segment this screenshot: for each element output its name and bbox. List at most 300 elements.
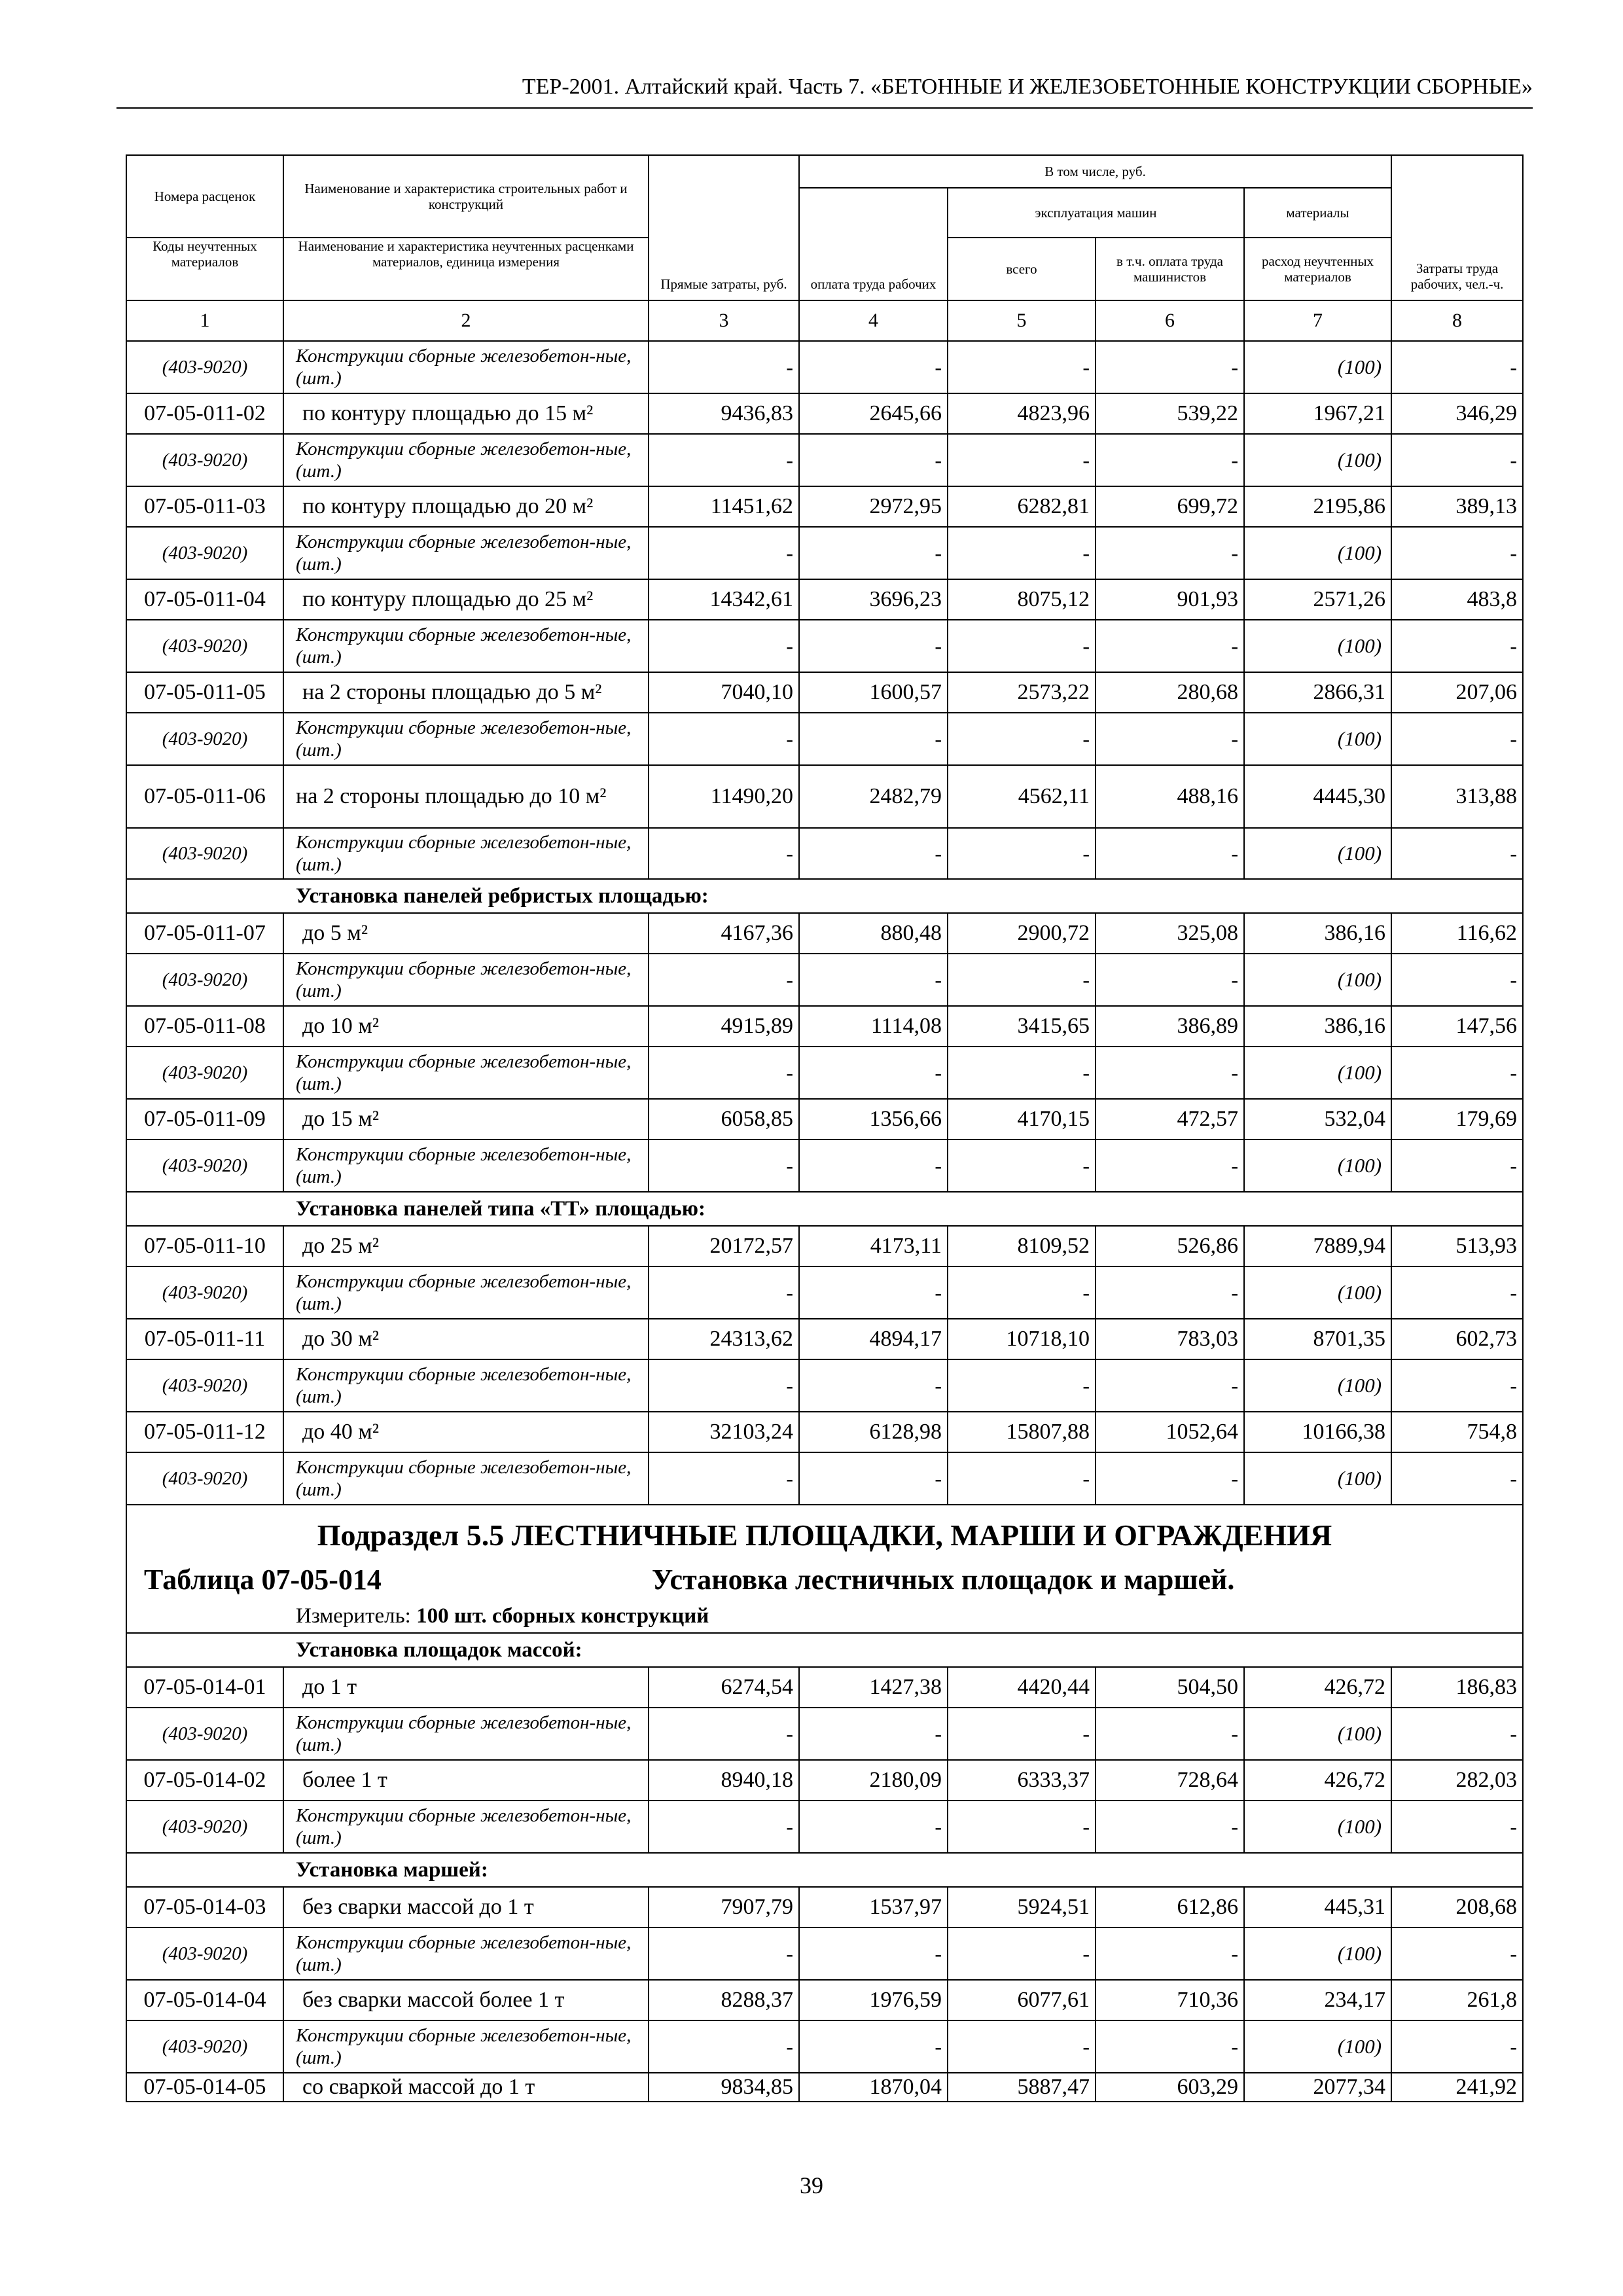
dash-value: - <box>799 1801 948 1853</box>
rate-code: 07-05-011-04 <box>126 579 283 620</box>
material-name: Конструкции сборные железобетон-ные, (шт.) <box>283 713 649 765</box>
material-name: Конструкции сборные железобетон-ные, (шт.) <box>283 341 649 393</box>
subsection-title-row <box>126 1505 1523 1556</box>
materials-cost: 426,72 <box>1244 1760 1391 1801</box>
dash-value: - <box>1391 341 1523 393</box>
machines-total: 4420,44 <box>948 1667 1096 1708</box>
dash-value: - <box>799 1928 948 1980</box>
materials-cost: 2866,31 <box>1244 672 1391 713</box>
price-table <box>126 154 1524 2102</box>
table-label: Таблица 07-05-014 <box>144 1564 382 1596</box>
dash-value: - <box>1096 954 1244 1006</box>
dash-value: - <box>948 527 1096 579</box>
material-name: Конструкции сборные железобетон-ные, (шт.) <box>283 828 649 879</box>
material-name: Конструкции сборные железобетон-ные, (шт.) <box>283 620 649 672</box>
dash-value: - <box>1096 1928 1244 1980</box>
rate-row <box>126 486 1523 527</box>
direct-cost: 20172,57 <box>649 1226 799 1266</box>
material-row <box>126 1452 1523 1505</box>
section-heading: Установка площадок массой: <box>126 1633 1523 1667</box>
dash-value: - <box>649 341 799 393</box>
measure-label: Измеритель: <box>296 1604 411 1628</box>
rate-code: 07-05-014-05 <box>126 2073 283 2102</box>
dash-value: - <box>1391 828 1523 879</box>
dash-value: - <box>649 434 799 486</box>
material-row <box>126 1801 1523 1853</box>
machinists-pay: 783,03 <box>1096 1319 1244 1359</box>
machinists-pay: 699,72 <box>1096 486 1244 527</box>
rate-name: на 2 стороны площадью до 10 м² <box>283 765 649 828</box>
material-row <box>126 954 1523 1006</box>
rate-row <box>126 1412 1523 1452</box>
dash-value: - <box>649 713 799 765</box>
rate-row <box>126 1226 1523 1266</box>
rate-name: до 25 м² <box>283 1226 649 1266</box>
dash-value: - <box>1391 1928 1523 1980</box>
dash-value: - <box>1391 434 1523 486</box>
table-title: Установка лестничных площадок и маршей. <box>652 1564 1235 1596</box>
material-code: (403-9020) <box>126 1359 283 1412</box>
dash-value: - <box>649 1708 799 1760</box>
dash-value: - <box>948 1708 1096 1760</box>
dash-value: - <box>649 1452 799 1505</box>
dash-value: - <box>799 828 948 879</box>
dash-value: - <box>649 1928 799 1980</box>
table-title-row <box>126 1556 1523 1604</box>
material-code: (403-9020) <box>126 1452 283 1505</box>
dash-value: - <box>1096 1359 1244 1412</box>
rate-name: более 1 т <box>283 1760 649 1801</box>
labor-hours: 241,92 <box>1391 2073 1523 2102</box>
dash-value: - <box>649 1801 799 1853</box>
dash-value: - <box>1096 1801 1244 1853</box>
material-code: (403-9020) <box>126 2020 283 2073</box>
dash-value: - <box>948 1047 1096 1099</box>
materials-cost: 1967,21 <box>1244 393 1391 434</box>
material-qty: (100) <box>1244 1708 1391 1760</box>
direct-cost: 4167,36 <box>649 913 799 954</box>
labor-hours: 602,73 <box>1391 1319 1523 1359</box>
dash-value: - <box>649 1047 799 1099</box>
labor-pay: 1870,04 <box>799 2073 948 2102</box>
machines-group-header: эксплуатация машин <box>948 188 1244 238</box>
machinists-pay: 526,86 <box>1096 1226 1244 1266</box>
labor-hours: 186,83 <box>1391 1667 1523 1708</box>
dash-value: - <box>1096 1139 1244 1192</box>
labor-hours: 179,69 <box>1391 1099 1523 1139</box>
material-qty: (100) <box>1244 1139 1391 1192</box>
dash-value: - <box>1391 1266 1523 1319</box>
machines-total: 8109,52 <box>948 1226 1096 1266</box>
dash-value: - <box>1391 1801 1523 1853</box>
rate-code: 07-05-014-03 <box>126 1887 283 1928</box>
materials-cost: 10166,38 <box>1244 1412 1391 1452</box>
section-heading: Установка панелей ребристых площадью: <box>126 879 1523 913</box>
machines-total: 10718,10 <box>948 1319 1096 1359</box>
col-number: 3 <box>649 300 799 341</box>
material-row <box>126 1266 1523 1319</box>
materials-cost: 4445,30 <box>1244 765 1391 828</box>
rate-code: 07-05-014-01 <box>126 1667 283 1708</box>
dash-value: - <box>649 527 799 579</box>
material-name: Конструкции сборные железобетон-ные, (шт.) <box>283 1708 649 1760</box>
machinists-pay: 901,93 <box>1096 579 1244 620</box>
material-row <box>126 828 1523 879</box>
material-code: (403-9020) <box>126 620 283 672</box>
labor-pay: 1427,38 <box>799 1667 948 1708</box>
machines-total: 4562,11 <box>948 765 1096 828</box>
dash-value: - <box>1391 1359 1523 1412</box>
direct-cost: 6274,54 <box>649 1667 799 1708</box>
col7-header: расход неучтенных материалов <box>1244 238 1391 300</box>
dash-value: - <box>799 1359 948 1412</box>
col1-top-header: Номера расценок <box>126 155 283 238</box>
dash-value: - <box>1391 954 1523 1006</box>
machines-total: 5924,51 <box>948 1887 1096 1928</box>
rate-code: 07-05-011-06 <box>126 765 283 828</box>
dash-value: - <box>799 1047 948 1099</box>
machinists-pay: 539,22 <box>1096 393 1244 434</box>
direct-cost: 7040,10 <box>649 672 799 713</box>
dash-value: - <box>948 1139 1096 1192</box>
labor-pay: 1600,57 <box>799 672 948 713</box>
rate-name: до 40 м² <box>283 1412 649 1452</box>
material-name: Конструкции сборные железобетон-ные, (шт.) <box>283 954 649 1006</box>
rate-code: 07-05-011-03 <box>126 486 283 527</box>
dash-value: - <box>1096 1452 1244 1505</box>
rate-name: по контуру площадью до 25 м² <box>283 579 649 620</box>
section-heading: Установка маршей: <box>126 1853 1523 1887</box>
direct-cost: 11490,20 <box>649 765 799 828</box>
dash-value: - <box>1391 1139 1523 1192</box>
material-row <box>126 1708 1523 1760</box>
col-number: 1 <box>126 300 283 341</box>
material-qty: (100) <box>1244 341 1391 393</box>
materials-cost: 8701,35 <box>1244 1319 1391 1359</box>
machinists-pay: 325,08 <box>1096 913 1244 954</box>
labor-pay: 4894,17 <box>799 1319 948 1359</box>
labor-hours: 513,93 <box>1391 1226 1523 1266</box>
labor-pay: 1537,97 <box>799 1887 948 1928</box>
rate-row <box>126 1099 1523 1139</box>
dash-value: - <box>1096 434 1244 486</box>
material-name: Конструкции сборные железобетон-ные, (шт.) <box>283 1359 649 1412</box>
dash-value: - <box>1391 1708 1523 1760</box>
rate-row <box>126 393 1523 434</box>
machines-total: 4170,15 <box>948 1099 1096 1139</box>
dash-value: - <box>649 620 799 672</box>
col-number: 5 <box>948 300 1096 341</box>
dash-value: - <box>948 434 1096 486</box>
dash-value: - <box>1391 527 1523 579</box>
labor-hours: 207,06 <box>1391 672 1523 713</box>
rate-row <box>126 765 1523 828</box>
materials-cost: 2195,86 <box>1244 486 1391 527</box>
material-row <box>126 1139 1523 1192</box>
col6-header: в т.ч. оплата труда машинистов <box>1096 238 1244 300</box>
rate-name: на 2 стороны площадью до 5 м² <box>283 672 649 713</box>
dash-value: - <box>948 1928 1096 1980</box>
rate-row <box>126 1760 1523 1801</box>
labor-pay: 1356,66 <box>799 1099 948 1139</box>
col2-bottom-header: Наименование и характеристика неучтенных расценками материалов, единица измерения <box>283 238 649 300</box>
material-code: (403-9020) <box>126 434 283 486</box>
material-qty: (100) <box>1244 1452 1391 1505</box>
direct-cost: 9834,85 <box>649 2073 799 2102</box>
materials-cost: 386,16 <box>1244 1006 1391 1047</box>
dash-value: - <box>948 2020 1096 2073</box>
col-number: 6 <box>1096 300 1244 341</box>
machinists-pay: 280,68 <box>1096 672 1244 713</box>
dash-value: - <box>1391 1452 1523 1505</box>
labor-hours: 261,8 <box>1391 1980 1523 2020</box>
rate-code: 07-05-011-08 <box>126 1006 283 1047</box>
dash-value: - <box>649 1139 799 1192</box>
dash-value: - <box>799 954 948 1006</box>
machinists-pay: 728,64 <box>1096 1760 1244 1801</box>
material-qty: (100) <box>1244 1801 1391 1853</box>
rate-code: 07-05-011-05 <box>126 672 283 713</box>
rate-name: до 15 м² <box>283 1099 649 1139</box>
rate-name: без сварки массой до 1 т <box>283 1887 649 1928</box>
machinists-pay: 1052,64 <box>1096 1412 1244 1452</box>
material-qty: (100) <box>1244 1359 1391 1412</box>
material-name: Конструкции сборные железобетон-ные, (шт.) <box>283 2020 649 2073</box>
materials-cost: 445,31 <box>1244 1887 1391 1928</box>
materials-cost: 234,17 <box>1244 1980 1391 2020</box>
material-code: (403-9020) <box>126 954 283 1006</box>
material-code: (403-9020) <box>126 527 283 579</box>
dash-value: - <box>649 954 799 1006</box>
labor-pay: 4173,11 <box>799 1226 948 1266</box>
labor-hours: 282,03 <box>1391 1760 1523 1801</box>
table-title-cell <box>126 1556 1523 1604</box>
col2-top-header: Наименование и характеристика строительных работ и конструкций <box>283 155 649 238</box>
material-code: (403-9020) <box>126 1047 283 1099</box>
labor-pay: 2482,79 <box>799 765 948 828</box>
direct-cost: 24313,62 <box>649 1319 799 1359</box>
material-qty: (100) <box>1244 527 1391 579</box>
labor-hours: 147,56 <box>1391 1006 1523 1047</box>
col-number: 4 <box>799 300 948 341</box>
page-number: 39 <box>800 2172 823 2198</box>
running-title: ТЕР-2001. Алтайский край. Часть 7. «БЕТОННЫЕ И ЖЕЛЕЗОБЕТОННЫЕ КОНСТРУКЦИИ СБОРНЫЕ» <box>522 75 1533 99</box>
rate-code: 07-05-014-02 <box>126 1760 283 1801</box>
machinists-pay: 612,86 <box>1096 1887 1244 1928</box>
dash-value: - <box>1096 2020 1244 2073</box>
machines-total: 6282,81 <box>948 486 1096 527</box>
machines-total: 4823,96 <box>948 393 1096 434</box>
direct-cost: 8940,18 <box>649 1760 799 1801</box>
material-row <box>126 1047 1523 1099</box>
material-name: Конструкции сборные железобетон-ные, (шт.) <box>283 1139 649 1192</box>
col5-header: всего <box>948 238 1096 300</box>
dash-value: - <box>799 434 948 486</box>
dash-value: - <box>649 1359 799 1412</box>
dash-value: - <box>1391 1047 1523 1099</box>
labor-pay: 2972,95 <box>799 486 948 527</box>
material-row <box>126 1359 1523 1412</box>
dash-value: - <box>948 713 1096 765</box>
dash-value: - <box>1096 620 1244 672</box>
material-qty: (100) <box>1244 954 1391 1006</box>
dash-value: - <box>799 713 948 765</box>
dash-value: - <box>1096 1266 1244 1319</box>
material-qty: (100) <box>1244 434 1391 486</box>
rate-row <box>126 1887 1523 1928</box>
dash-value: - <box>948 828 1096 879</box>
rate-row <box>126 2073 1523 2102</box>
rate-code: 07-05-011-02 <box>126 393 283 434</box>
rate-name: со сваркой массой до 1 т <box>283 2073 649 2102</box>
material-code: (403-9020) <box>126 341 283 393</box>
material-qty: (100) <box>1244 1266 1391 1319</box>
material-qty: (100) <box>1244 828 1391 879</box>
dash-value: - <box>948 1359 1096 1412</box>
measure-row <box>126 1604 1523 1633</box>
dash-value: - <box>1096 1708 1244 1760</box>
dash-value: - <box>948 1801 1096 1853</box>
material-row <box>126 713 1523 765</box>
material-qty: (100) <box>1244 1047 1391 1099</box>
measure-value: 100 шт. сборных конструкций <box>416 1604 709 1628</box>
material-name: Конструкции сборные железобетон-ные, (шт.) <box>283 1047 649 1099</box>
dash-value: - <box>948 1452 1096 1505</box>
material-code: (403-9020) <box>126 1708 283 1760</box>
labor-hours: 346,29 <box>1391 393 1523 434</box>
machinists-pay: 488,16 <box>1096 765 1244 828</box>
dash-value: - <box>1096 1047 1244 1099</box>
rate-code: 07-05-011-07 <box>126 913 283 954</box>
material-qty: (100) <box>1244 620 1391 672</box>
dash-value: - <box>649 828 799 879</box>
materials-group-header: материалы <box>1244 188 1391 238</box>
direct-cost: 32103,24 <box>649 1412 799 1452</box>
direct-cost: 6058,85 <box>649 1099 799 1139</box>
rate-code: 07-05-011-10 <box>126 1226 283 1266</box>
material-row <box>126 527 1523 579</box>
labor-hours: 313,88 <box>1391 765 1523 828</box>
rate-name: по контуру площадью до 20 м² <box>283 486 649 527</box>
material-qty: (100) <box>1244 2020 1391 2073</box>
labor-hours: 208,68 <box>1391 1887 1523 1928</box>
material-row <box>126 2020 1523 2073</box>
materials-cost: 426,72 <box>1244 1667 1391 1708</box>
col1-bottom-header: Коды неучтенных материалов <box>126 238 283 300</box>
dash-value: - <box>1391 620 1523 672</box>
section-heading: Установка панелей типа «ТТ» площадью: <box>126 1192 1523 1226</box>
rate-row <box>126 579 1523 620</box>
material-code: (403-9020) <box>126 713 283 765</box>
col3-header: Прямые затраты, руб. <box>649 155 799 300</box>
direct-cost: 8288,37 <box>649 1980 799 2020</box>
machinists-pay: 386,89 <box>1096 1006 1244 1047</box>
labor-pay: 6128,98 <box>799 1412 948 1452</box>
running-header <box>116 72 1533 109</box>
direct-cost: 11451,62 <box>649 486 799 527</box>
dash-value: - <box>1391 713 1523 765</box>
dash-value: - <box>1391 2020 1523 2073</box>
machines-total: 2573,22 <box>948 672 1096 713</box>
material-row <box>126 620 1523 672</box>
rate-code: 07-05-014-04 <box>126 1980 283 2020</box>
section-flights-row <box>126 1853 1523 1887</box>
labor-hours: 389,13 <box>1391 486 1523 527</box>
material-qty: (100) <box>1244 1928 1391 1980</box>
material-code: (403-9020) <box>126 1139 283 1192</box>
material-code: (403-9020) <box>126 1266 283 1319</box>
labor-hours: 754,8 <box>1391 1412 1523 1452</box>
column-numbers-row <box>126 300 1523 341</box>
rate-row <box>126 1006 1523 1047</box>
dash-value: - <box>948 620 1096 672</box>
dash-value: - <box>649 2020 799 2073</box>
machines-total: 6333,37 <box>948 1760 1096 1801</box>
col8-header: Затраты труда рабочих, чел.-ч. <box>1391 155 1523 300</box>
machines-total: 3415,65 <box>948 1006 1096 1047</box>
dash-value: - <box>799 2020 948 2073</box>
dash-value: - <box>1096 341 1244 393</box>
dash-value: - <box>948 341 1096 393</box>
dash-value: - <box>799 1708 948 1760</box>
materials-cost: 2077,34 <box>1244 2073 1391 2102</box>
machines-total: 6077,61 <box>948 1980 1096 2020</box>
rate-code: 07-05-011-11 <box>126 1319 283 1359</box>
subsection-title: Подраздел 5.5 ЛЕСТНИЧНЫЕ ПЛОЩАДКИ, МАРШИ И ОГРАЖДЕНИЯ <box>126 1505 1523 1556</box>
labor-pay: 3696,23 <box>799 579 948 620</box>
material-name: Конструкции сборные железобетон-ные, (шт.) <box>283 1266 649 1319</box>
material-name: Конструкции сборные железобетон-ные, (шт.) <box>283 527 649 579</box>
dash-value: - <box>799 341 948 393</box>
material-row <box>126 1928 1523 1980</box>
material-name: Конструкции сборные железобетон-ные, (шт.) <box>283 434 649 486</box>
material-code: (403-9020) <box>126 1928 283 1980</box>
labor-pay: 2180,09 <box>799 1760 948 1801</box>
labor-pay: 1976,59 <box>799 1980 948 2020</box>
section-tt-row <box>126 1192 1523 1226</box>
machinists-pay: 472,57 <box>1096 1099 1244 1139</box>
labor-pay: 2645,66 <box>799 393 948 434</box>
dash-value: - <box>799 620 948 672</box>
direct-cost: 7907,79 <box>649 1887 799 1928</box>
material-name: Конструкции сборные железобетон-ные, (шт.) <box>283 1928 649 1980</box>
dash-value: - <box>799 1452 948 1505</box>
machinists-pay: 603,29 <box>1096 2073 1244 2102</box>
dash-value: - <box>1096 527 1244 579</box>
rate-row <box>126 1667 1523 1708</box>
rate-name: по контуру площадью до 15 м² <box>283 393 649 434</box>
rate-row <box>126 913 1523 954</box>
machinists-pay: 504,50 <box>1096 1667 1244 1708</box>
labor-hours: 116,62 <box>1391 913 1523 954</box>
dash-value: - <box>799 527 948 579</box>
section-ribbed-row <box>126 879 1523 913</box>
material-qty: (100) <box>1244 713 1391 765</box>
material-name: Конструкции сборные железобетон-ные, (шт.) <box>283 1452 649 1505</box>
direct-cost: 4915,89 <box>649 1006 799 1047</box>
rate-name: без сварки массой более 1 т <box>283 1980 649 2020</box>
rate-name: до 5 м² <box>283 913 649 954</box>
machines-total: 8075,12 <box>948 579 1096 620</box>
col-number: 8 <box>1391 300 1523 341</box>
machines-total: 2900,72 <box>948 913 1096 954</box>
rate-code: 07-05-011-09 <box>126 1099 283 1139</box>
section-landings-row <box>126 1633 1523 1667</box>
labor-pay: 1114,08 <box>799 1006 948 1047</box>
dash-value: - <box>948 1266 1096 1319</box>
rate-code: 07-05-011-12 <box>126 1412 283 1452</box>
machines-total: 15807,88 <box>948 1412 1096 1452</box>
